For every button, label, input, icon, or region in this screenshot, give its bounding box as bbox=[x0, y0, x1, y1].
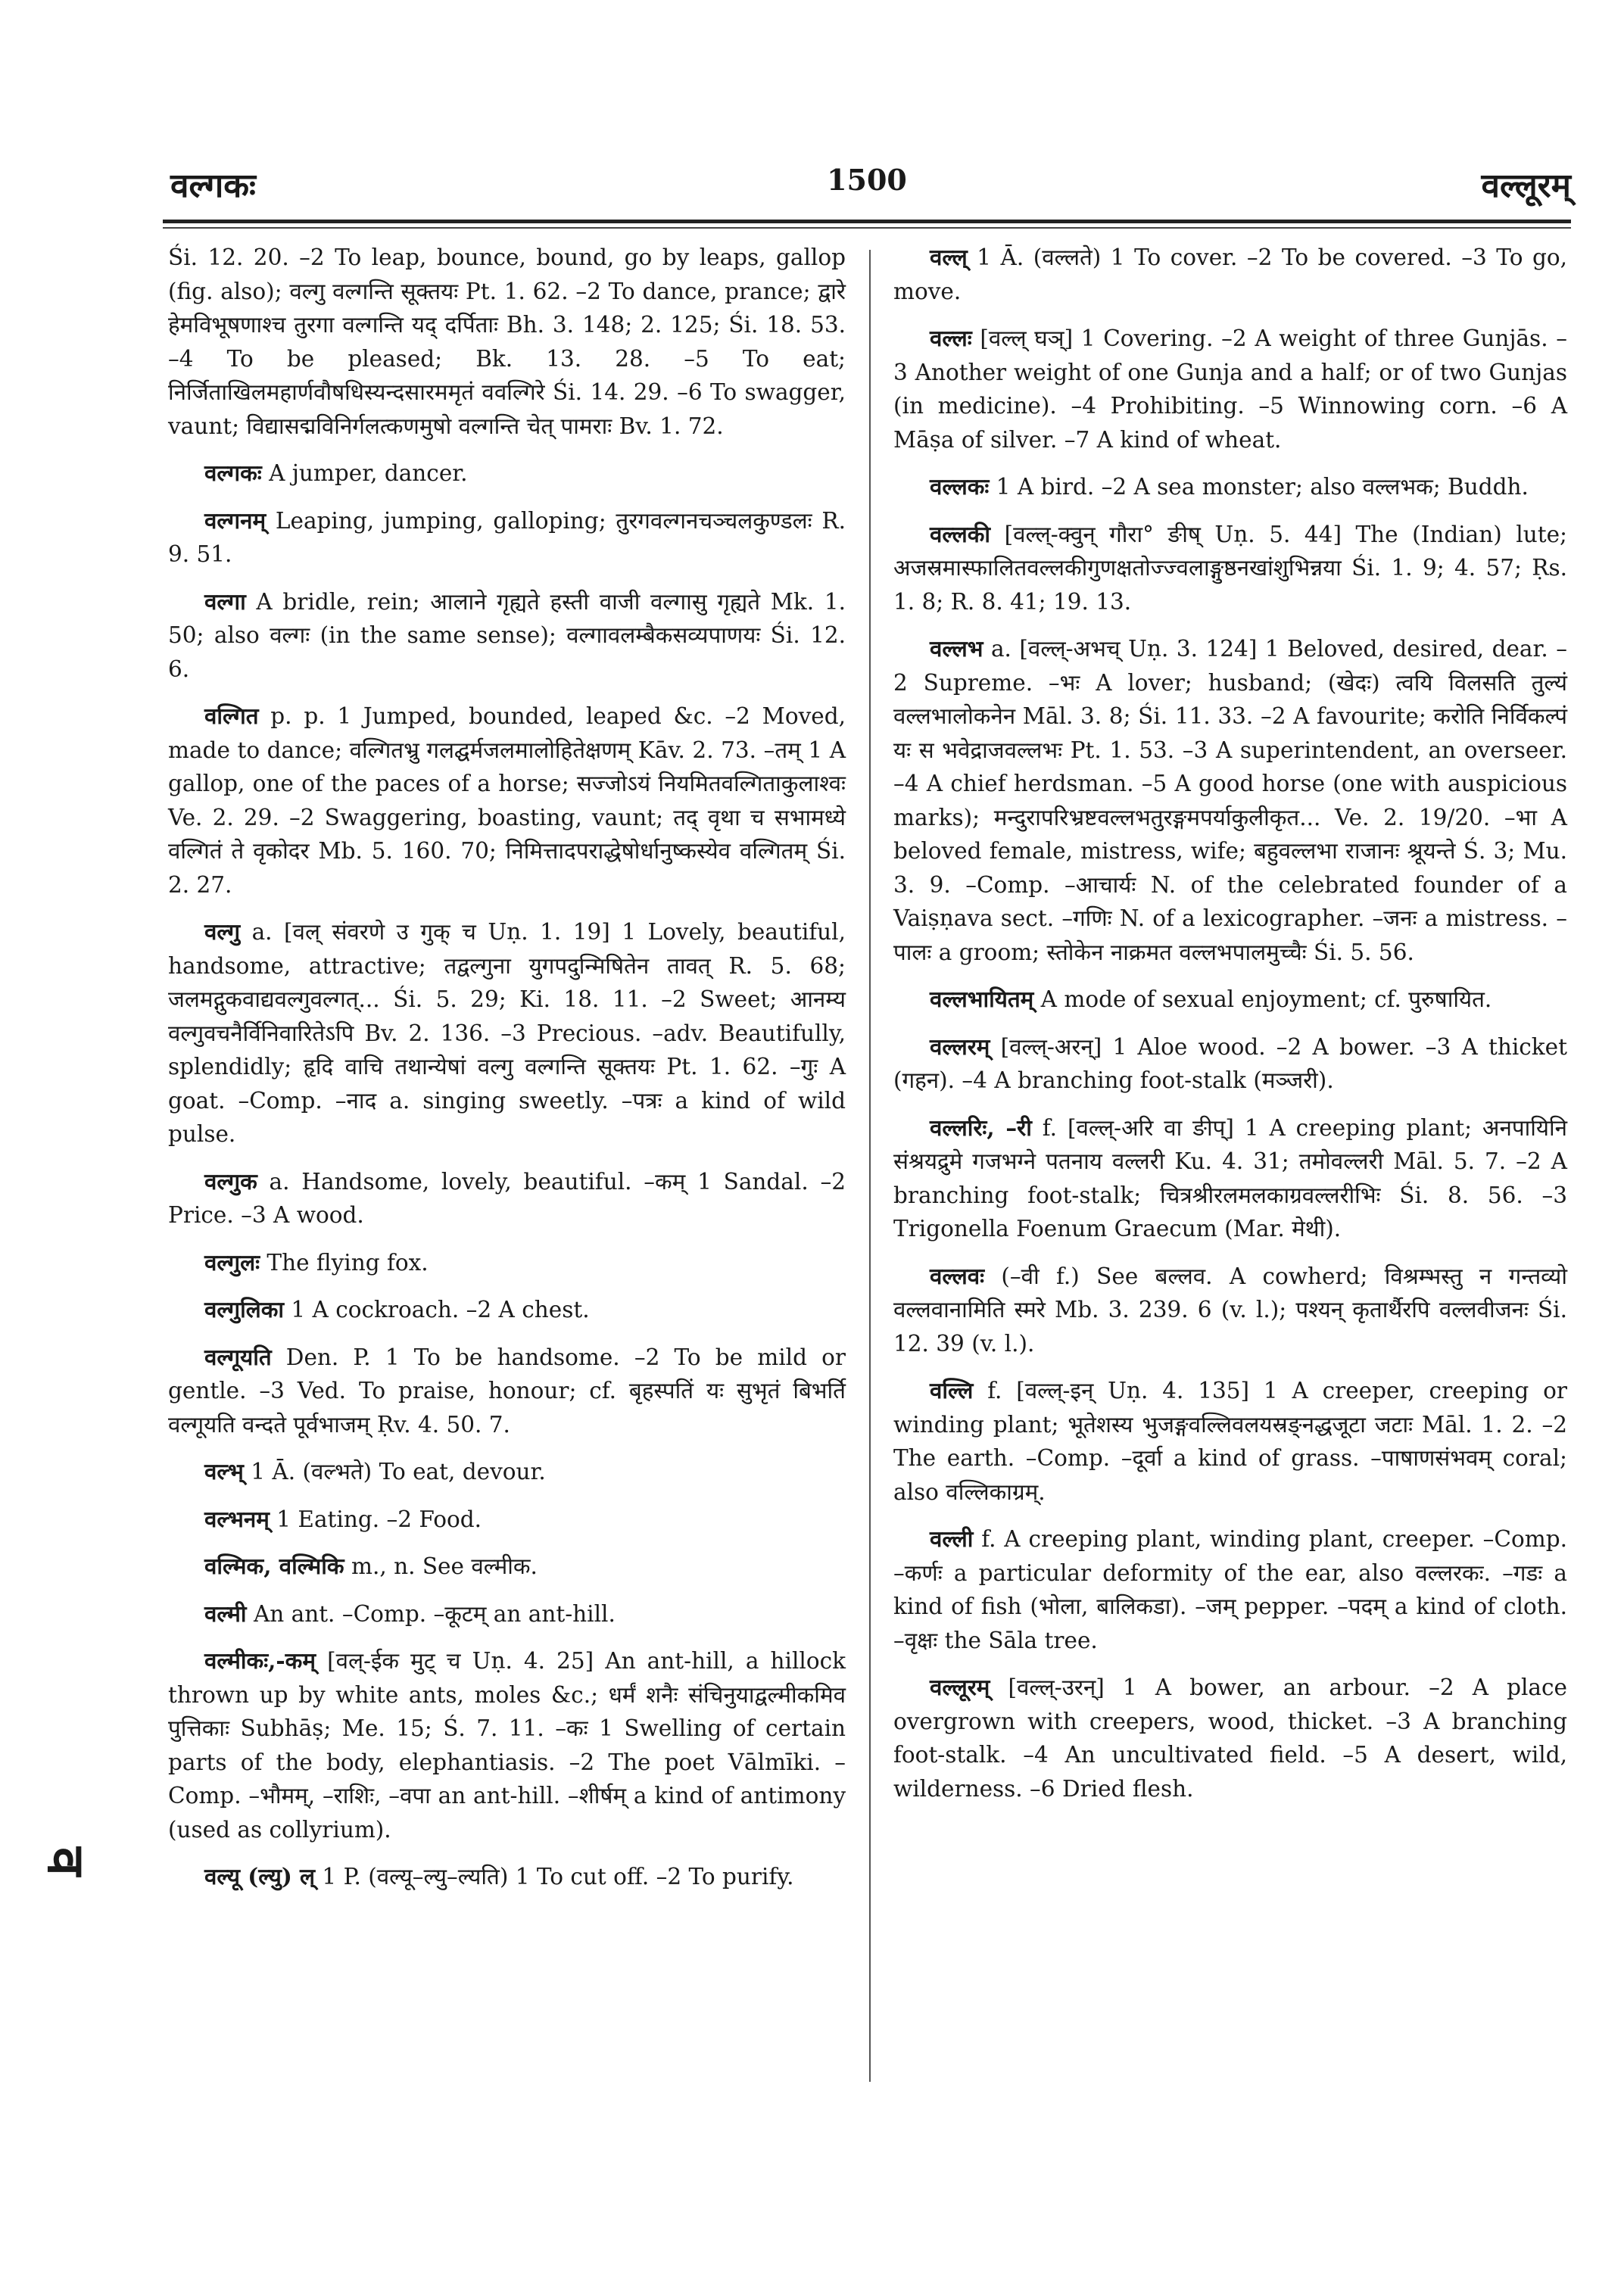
entry-definition: 1 Ā. (वल्भते) To eat, devour. bbox=[243, 1459, 546, 1485]
entry-definition: The flying fox. bbox=[260, 1249, 429, 1276]
dictionary-entry bbox=[893, 518, 1567, 619]
entry-definition: [वल्-ईक मुट् च Uṇ. 4. 25] An ant-hill, a hillock thrown up by white ants, moles &c.; धर्मं शनैः संचिनुयाद्वल्मीकमिव पुत्तिकाः Subhāṣ; Me. 15; Ś. 7. 11. –कः 1 Swelling of certain parts of the body, elephantiasis. –2 The poet Vālmīki. –Comp. –भौमम्, –राशिः, –वपा an ant-hill. –शीर्षम् a kind of antimony (used as collyrium). bbox=[168, 1648, 846, 1843]
entry-definition: 1 Ā. (वल्लते) 1 To cover. –2 To be covered. –3 To go, move. bbox=[893, 245, 1567, 304]
entry-definition: (–वी f.) See बल्लव. A cowherd; विश्रम्भस्तु न गन्तव्यो वल्लवानामिति स्मरे Mb. 3. 239. 6 (v. l.); पश्यन् कृतार्थैरपि वल्लवीजनः Śi. 12. 39 (v. l.). bbox=[893, 1263, 1567, 1357]
entry-definition: f. [वल्ल्-इन् Uṇ. 4. 135] 1 A creeper, creeping or winding plant; भूतेशस्य भुजङ्गवल्लिवलयस्रङ्नद्धजूटा जटाः Māl. 1. 2. –2 The earth. –Comp. –दूर्वा a kind of grass. –पाषाणसंभवम् coral; also वल्लिकाग्रम्. bbox=[893, 1378, 1567, 1505]
dictionary-entry bbox=[168, 1455, 846, 1489]
entry-definition: Leaping, jumping, galloping; तुरगवल्गनचञ्चलकुण्डलः R. 9. 51. bbox=[168, 507, 846, 567]
entry-definition: f. A creeping plant, winding plant, creeper. –Comp. –कर्णः a particular deformity of the ear, also वल्लरकः. –गडः a kind of fish (भोला, बालिकडा). –जम् pepper. –पदम् a kind of cloth. –वृक्षः the Sāla tree. bbox=[893, 1526, 1567, 1653]
entry-definition: [वल्ल् घञ्] 1 Covering. –2 A weight of three Gunjās. –3 Another weight of one Gunja and a half; or of two Gunjas (in medicine). –4 Prohibiting. –5 Winnowing corn. –6 A Māṣa of silver. –7 A kind of wheat. bbox=[893, 326, 1567, 453]
dictionary-entry bbox=[168, 1165, 846, 1232]
entry-headword: वल्लरम् bbox=[930, 1033, 990, 1060]
margin-thumb-tab: व bbox=[36, 1847, 96, 1876]
entry-headword: वल्लः bbox=[930, 325, 972, 351]
dictionary-entry bbox=[893, 632, 1567, 969]
entry-definition: m., n. See वल्मीक. bbox=[344, 1553, 538, 1579]
entry-headword: वल्लरिः, –री bbox=[930, 1114, 1032, 1141]
dictionary-entry bbox=[168, 1246, 846, 1280]
entry-definition: p. p. 1 Jumped, bounded, leaped &c. –2 Moved, made to dance; वल्गितभ्रु गलद्घर्मजलमालोहितेक्षणम् Kāv. 2. 73. –तम् 1 A gallop, one of the paces of a horse; सज्जोऽयं नियमितवल्गिताकुलाश्वः Ve. 2. 29. –2 Swaggering, boasting, vaunt; तद् वृथा च सभामध्ये वल्गितं ते वृकोदर Mb. 5. 160. 70; निमित्तादपराद्धेषोर्धानुष्कस्येव वल्गितम् Śi. 2. 27. bbox=[168, 703, 846, 898]
dictionary-entry bbox=[893, 241, 1567, 308]
entry-headword: वल्ली bbox=[930, 1525, 974, 1552]
dictionary-entry bbox=[168, 241, 846, 443]
entry-definition: [वल्ल्-उरन्] 1 A bower, an arbour. –2 A place overgrown with creepers, wood, thicket. –3 A branching foot-stalk. –4 An uncultivated field. –5 A desert, wild, wilderness. –6 Dried flesh. bbox=[893, 1675, 1567, 1802]
entry-headword: वल्लवः bbox=[930, 1262, 985, 1289]
entry-definition: A bridle, rein; आलाने गृह्यते हस्ती वाजी वल्गासु गृह्यते Mk. 1. 50; also वल्गः (in the same sense); वल्गावलम्बैकसव्यपाणयः Śi. 12. 6. bbox=[168, 588, 846, 682]
entry-definition: Śi. 12. 20. –2 To leap, bounce, bound, go by leaps, gallop (fig. also); वल्गु वल्गन्ति सूक्तयः Pt. 1. 62. –2 To dance, prance; द्वारे हेमविभूषणाश्च तुरगा वल्गन्ति यद् दर्पिताः Bh. 3. 148; 2. 125; Śi. 18. 53. –4 To be pleased; Bk. 13. 28. –5 To eat; निर्जिताखिलमहार्णवौषधिस्यन्दसारममृतं ववल्गिरे Śi. 14. 29. –6 To swagger, vaunt; विद्यासद्मविनिर्गलत्कणमुषो वल्गन्ति चेत् पामराः Bv. 1. 72. bbox=[168, 245, 846, 439]
entry-definition: A mode of sexual enjoyment; cf. पुरुषायित. bbox=[1033, 986, 1492, 1012]
entry-headword: वल्मिक, वल्मिकि bbox=[204, 1553, 344, 1579]
entry-definition: 1 Eating. –2 Food. bbox=[269, 1506, 482, 1532]
dictionary-entry bbox=[893, 1030, 1567, 1098]
entry-definition: a. Handsome, lovely, beautiful. –कम् 1 Sandal. –2 Price. –3 A wood. bbox=[168, 1168, 846, 1228]
entry-headword: वल्लकी bbox=[930, 520, 991, 547]
entry-headword: वल्भ् bbox=[204, 1458, 244, 1485]
entry-headword: वल्गुक bbox=[204, 1167, 257, 1195]
entry-definition: Den. P. 1 To be handsome. –2 To be mild or gentle. –3 Ved. To praise, honour; cf. बृहस्पतिं यः सुभृतं बिभर्ति वल्गूयति वन्दते पूर्वभाजम् Ṛv. 4. 50. 7. bbox=[168, 1344, 846, 1438]
entry-definition: A jumper, dancer. bbox=[261, 460, 468, 486]
entry-definition: a. [वल्ल्-अभच् Uṇ. 3. 124] 1 Beloved, desired, dear. –2 Supreme. –भः A lover; husband; (खेदः) त्वयि विलसति तुल्यं वल्लभालोकनेन Māl. 3. 8; Śi. 11. 33. –2 A favourite; करोति निर्विकल्पं यः स भवेद्राजवल्लभः Pt. 1. 53. –3 A superintendent, an overseer. –4 A chief herdsman. –5 A good horse (one with auspicious marks); मन्दुरापरिभ्रष्टवल्लभतुरङ्गमपर्याकुलीकृत... Ve. 2. 19/20. –भा A beloved female, mistress, wife; बहुवल्लभा राजानः श्रूयन्ते Ś. 3; Mu. 3. 9. –Comp. –आचार्यः N. of the celebrated founder of a Vaiṣṇava sect. –गणिः N. of a lexicographer. –जनः a mistress. –पालः a groom; स्तोकेन नाक्रमत वल्लभपालमुच्चैः Śi. 5. 56. bbox=[893, 636, 1567, 965]
entry-headword: वल्ल् bbox=[930, 244, 968, 270]
entry-headword: वल्गूयति bbox=[204, 1343, 272, 1370]
entry-definition: 1 A bird. –2 A sea monster; also वल्लभक; Buddh. bbox=[989, 474, 1529, 500]
entry-definition: f. [वल्ल्-अरि वा ङीप्] 1 A creeping plant; अनपायिनि संश्रयद्रुमे गजभग्ने पतनाय वल्लरी Ku. 4. 31; तमोवल्लरी Māl. 5. 7. –2 A branching foot-stalk; चित्रश्रीरलमलकाग्रवल्लरीभिः Śi. 8. 56. –3 Trigonella Foenum Graecum (Mar. मेथी). bbox=[893, 1114, 1567, 1242]
entry-headword: वल्लि bbox=[930, 1377, 974, 1404]
right-column bbox=[893, 241, 1567, 1819]
dictionary-entry bbox=[168, 915, 846, 1151]
entry-definition: An ant. –Comp. –कूटम् an ant-hill. bbox=[246, 1600, 616, 1627]
page-number: 1500 bbox=[827, 163, 907, 197]
header-rule-thin bbox=[163, 227, 1571, 229]
dictionary-entry bbox=[893, 1522, 1567, 1657]
entry-headword: वल्गु bbox=[204, 918, 241, 945]
dictionary-entry bbox=[168, 1293, 846, 1327]
entry-definition: [वल्ल्-अरन्] 1 Aloe wood. –2 A bower. –3 A thicket (गहन). –4 A branching foot-stalk (मञ्जरी). bbox=[893, 1033, 1567, 1093]
entry-headword: वल्भनम् bbox=[204, 1505, 270, 1532]
dictionary-entry bbox=[168, 1860, 846, 1894]
left-running-headword: वल्गकः bbox=[170, 167, 256, 205]
dictionary-entry bbox=[893, 322, 1567, 456]
entry-definition: a. [वल् संवरणे उ गुक् च Uṇ. 1. 19] 1 Lovely, beautiful, handsome, attractive; तद्वल्गुना युगपदुन्मिषितेन तावत् R. 5. 68; जलमद्गुकवाद्यवल्गुवल्गत्... Śi. 5. 29; Ki. 18. 11. –2 Sweet; आनम्य वल्गुवचनैर्विनिवारितेऽपि Bv. 2. 136. –3 Precious. –adv. Beautifully, splendidly; हृदि वाचि तथान्येषां वल्गु वल्गन्ति सूक्तयः Pt. 1. 62. –गुः A goat. –Comp. –नाद a. singing sweetly. –पत्रः a kind of wild pulse. bbox=[168, 919, 846, 1147]
dictionary-entry bbox=[893, 470, 1567, 504]
entry-headword: वल्लकः bbox=[930, 473, 990, 500]
dictionary-entry bbox=[893, 1260, 1567, 1361]
entry-headword: वल्मीकः,-कम् bbox=[204, 1647, 316, 1674]
header-rule-thick bbox=[163, 220, 1571, 223]
entry-headword: वल्गकः bbox=[204, 460, 262, 486]
entry-headword: वल्गनम् bbox=[204, 506, 267, 534]
entry-headword: वल्मी bbox=[204, 1600, 247, 1627]
entry-headword: वल्गुलः bbox=[204, 1248, 260, 1276]
entry-headword: वल्लभायितम् bbox=[930, 986, 1034, 1012]
dictionary-entry bbox=[168, 1550, 846, 1584]
entry-definition: 1 A cockroach. –2 A chest. bbox=[284, 1297, 590, 1323]
entry-headword: वल्गुलिका bbox=[204, 1296, 285, 1323]
dictionary-entry bbox=[168, 1644, 846, 1846]
dictionary-entry bbox=[168, 504, 846, 572]
dictionary-entry bbox=[893, 983, 1567, 1017]
column-divider bbox=[869, 250, 871, 2082]
entry-headword: वल्गित bbox=[204, 703, 259, 729]
entry-headword: वल्यू (ल्यु) ल् bbox=[204, 1863, 316, 1890]
left-column bbox=[168, 241, 846, 1908]
dictionary-entry bbox=[893, 1111, 1567, 1246]
dictionary-entry bbox=[168, 699, 846, 902]
entry-definition: [वल्ल्-क्वुन् गौरा° ङीष् Uṇ. 5. 44] The (Indian) lute; अजस्रमास्फालितवल्लकीगुणक्षतोज्ज्वलाङ्गुष्ठनखांशुभिन्नया Śi. 1. 9; 4. 57; Ṛs. 1. 8; R. 8. 41; 19. 13. bbox=[893, 521, 1567, 615]
dictionary-entry bbox=[168, 456, 846, 491]
dictionary-entry bbox=[168, 585, 846, 687]
entry-headword: वल्लूरम् bbox=[930, 1674, 990, 1700]
dictionary-entry bbox=[893, 1671, 1567, 1805]
dictionary-entry bbox=[168, 1341, 846, 1442]
entry-headword: वल्गा bbox=[204, 587, 246, 615]
right-running-headword: वल्लूरम् bbox=[1481, 167, 1571, 205]
dictionary-entry bbox=[168, 1503, 846, 1537]
dictionary-entry bbox=[168, 1597, 846, 1631]
entry-headword: वल्लभ bbox=[930, 635, 983, 662]
dictionary-entry bbox=[893, 1374, 1567, 1509]
entry-definition: 1 P. (वल्यू–ल्यु–ल्यति) 1 To cut off. –2 To purify. bbox=[315, 1864, 794, 1890]
page-header bbox=[163, 155, 1571, 216]
